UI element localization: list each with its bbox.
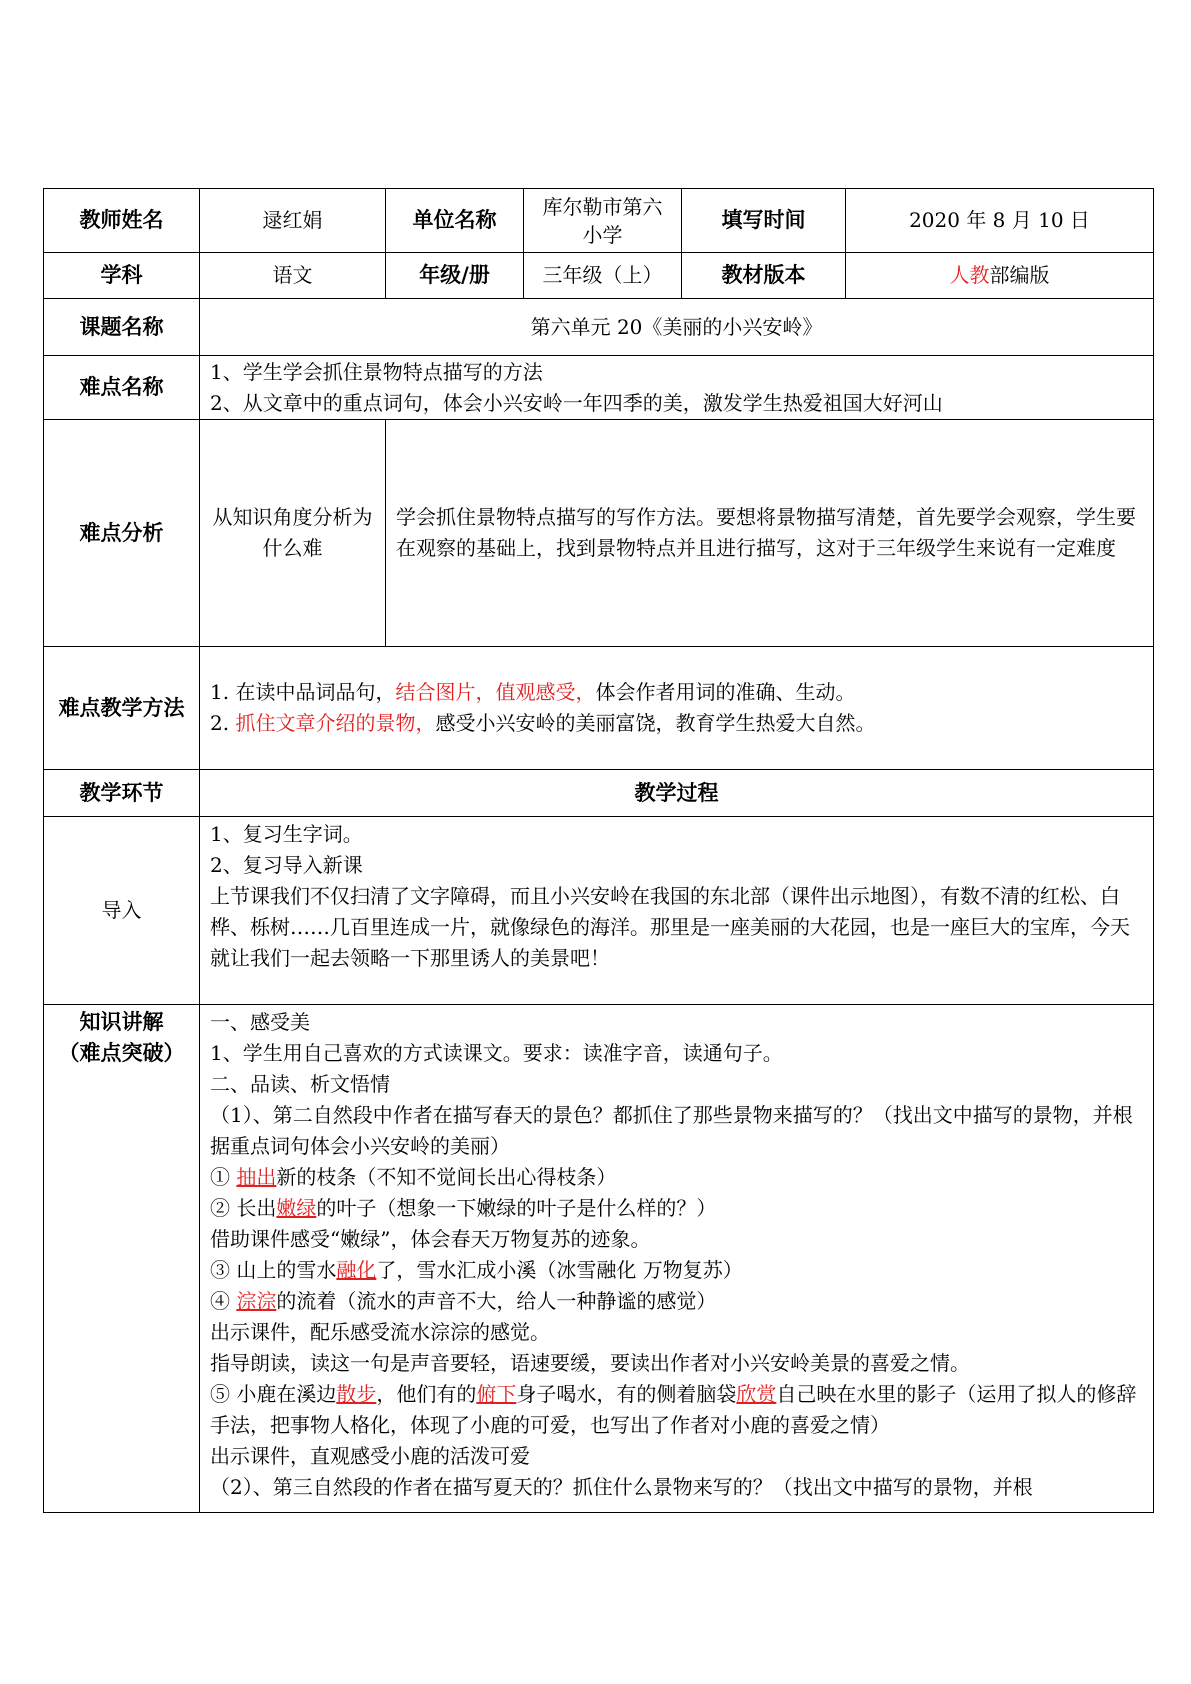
knowledge-content: [200, 1005, 1154, 1513]
knowledge-line-10: 出示课件，配乐感受流水淙淙的感觉。: [210, 1320, 550, 1344]
analysis-sub-label: 从知识角度分析为什么难: [200, 420, 386, 647]
row-difficulty: [44, 356, 1154, 420]
teaching-step-header: 教学环节: [44, 770, 200, 817]
method-label: 难点教学方法: [44, 647, 200, 770]
intro-line-1: 1、复习生字词。: [210, 822, 363, 846]
row-knowledge: [44, 1005, 1154, 1513]
knowledge-line-6: [210, 1193, 1143, 1224]
k9-keyword: 淙淙: [236, 1289, 277, 1313]
k12-keyword-3: 欣赏: [736, 1382, 777, 1406]
knowledge-label-line-1: 知识讲解: [79, 1010, 164, 1034]
grade-value: 三年级（上）: [524, 253, 682, 299]
knowledge-line-14: （2）、第三自然段的作者在描写夏天的？抓住什么景物来写的？（找出文中描写的景物，并根: [210, 1475, 1033, 1499]
method-line-1: [210, 677, 1143, 708]
lesson-plan-table: [43, 188, 1154, 1513]
edition-label: 教材版本: [682, 253, 846, 299]
topic-value: 第六单元 20《美丽的小兴安岭》: [200, 299, 1154, 356]
method-line-2-text-b: 感受小兴安岭的美丽富饶，教育学生热爱大自然。: [435, 711, 876, 735]
k6-b: 的叶子（想象一下嫩绿的叶子是什么样的？）: [316, 1196, 717, 1220]
knowledge-line-8: [210, 1255, 1143, 1286]
method-line-2-text-a: 2.: [210, 711, 236, 735]
k12-keyword-1: 散步: [336, 1382, 377, 1406]
unit-name-label: 单位名称: [386, 189, 524, 253]
knowledge-line-5: [210, 1162, 1143, 1193]
intro-line-2: 2、复习导入新课: [210, 853, 363, 877]
unit-name-value: 库尔勒市第六小学: [524, 189, 682, 253]
fill-date-value: 2020 年 8 月 10 日: [846, 189, 1154, 253]
subject-value: 语文: [200, 253, 386, 299]
row-method: [44, 647, 1154, 770]
intro-paragraph: 上节课我们不仅扫清了文字障碍，而且小兴安岭在我国的东北部（课件出示地图），有数不清的红松、白桦、栎树……几百里连成一片，就像绿色的海洋。那里是一座美丽的大花园，也是一座巨大的宝库，今天就让我们一起去领略一下那里诱人的美景吧！: [210, 884, 1130, 970]
teacher-name-label: 教师姓名: [44, 189, 200, 253]
row-intro: [44, 817, 1154, 1005]
method-line-1-highlight: 结合图片，值观感受，: [395, 680, 596, 704]
row-teacher-info: [44, 189, 1154, 253]
row-subject-info: [44, 253, 1154, 299]
k9-b: 的流着（流水的声音不大，给人一种静谧的感觉）: [276, 1289, 717, 1313]
k9-a: ④: [210, 1289, 237, 1313]
knowledge-line-12: [210, 1379, 1143, 1441]
knowledge-line-9: [210, 1286, 1143, 1317]
knowledge-line-13: 出示课件，直观感受小鹿的活泼可爱: [210, 1444, 530, 1468]
fill-date-label: 填写时间: [682, 189, 846, 253]
grade-label: 年级/册: [386, 253, 524, 299]
method-content: [200, 647, 1154, 770]
knowledge-line-7: 借助课件感受“嫩绿”，体会春天万物复苏的迹象。: [210, 1227, 651, 1251]
intro-label: 导入: [44, 817, 200, 1005]
difficulty-content: [200, 356, 1154, 420]
edition-value: [846, 253, 1154, 299]
difficulty-line-2: 2、从文章中的重点词句，体会小兴安岭一年四季的美，激发学生热爱祖国大好河山: [210, 390, 943, 415]
knowledge-line-3: 二、品读、析文悟情: [210, 1072, 390, 1096]
row-analysis: [44, 420, 1154, 647]
method-line-1-text-a: 1. 在读中品词品句，: [210, 680, 396, 704]
analysis-text: 学会抓住景物特点描写的写作方法。要想将景物描写清楚，首先要学会观察，学生要在观察的基础上，找到景物特点并且进行描写，这对于三年级学生来说有一定难度: [386, 420, 1154, 647]
k6-keyword: 嫩绿: [276, 1196, 317, 1220]
difficulty-line-1: 1、学生学会抓住景物特点描写的方法: [210, 359, 543, 384]
analysis-label: 难点分析: [44, 420, 200, 647]
teaching-process-header: 教学过程: [200, 770, 1154, 817]
k12-keyword-2: 俯下: [476, 1382, 517, 1406]
difficulty-label: 难点名称: [44, 356, 200, 420]
edition-red-text: 人教: [949, 263, 990, 287]
intro-content: [200, 817, 1154, 1005]
k8-a: ③ 山上的雪水: [210, 1258, 337, 1282]
row-process-header: [44, 770, 1154, 817]
knowledge-label-line-2: （难点突破）: [58, 1041, 185, 1065]
k8-keyword: 融化: [336, 1258, 377, 1282]
teacher-name-value: 逯红娟: [200, 189, 386, 253]
knowledge-line-2: 1、学生用自己喜欢的方式读课文。要求：读准字音，读通句子。: [210, 1041, 783, 1065]
method-line-1-text-b: 体会作者用词的准确、生动。: [595, 680, 856, 704]
method-line-2: [210, 708, 1143, 739]
k5-a: ①: [210, 1165, 237, 1189]
k6-a: ② 长出: [210, 1196, 277, 1220]
edition-rest-text: 部编版: [989, 263, 1050, 287]
knowledge-line-4: （1）、第二自然段中作者在描写春天的景色？都抓住了那些景物来描写的？（找出文中描写的景物，并根据重点词句体会小兴安岭的美丽）: [210, 1103, 1133, 1158]
subject-label: 学科: [44, 253, 200, 299]
k12-b: ，他们有的: [376, 1382, 477, 1406]
method-line-2-highlight: 抓住文章介绍的景物，: [235, 711, 436, 735]
knowledge-line-11: 指导朗读，读这一句是声音要轻，语速要缓，要读出作者对小兴安岭美景的喜爱之情。: [210, 1351, 970, 1375]
topic-label: 课题名称: [44, 299, 200, 356]
row-topic: [44, 299, 1154, 356]
knowledge-line-1: 一、感受美: [210, 1010, 310, 1034]
k12-d: 自己映在水里的影子（运用了拟人的修辞手法，把事物人格化，体现了小鹿的可爱，也写出了作者对小鹿的喜爱之情）: [210, 1382, 1137, 1437]
k8-b: 了，雪水汇成小溪（冰雪融化 万物复苏）: [376, 1258, 743, 1282]
k12-a: ⑤ 小鹿在溪边: [210, 1382, 337, 1406]
knowledge-label: [44, 1005, 200, 1513]
k12-c: 身子喝水，有的侧着脑袋: [516, 1382, 737, 1406]
k5-b: 新的枝条（不知不觉间长出心得枝条）: [276, 1165, 617, 1189]
k5-keyword: 抽出: [236, 1165, 277, 1189]
